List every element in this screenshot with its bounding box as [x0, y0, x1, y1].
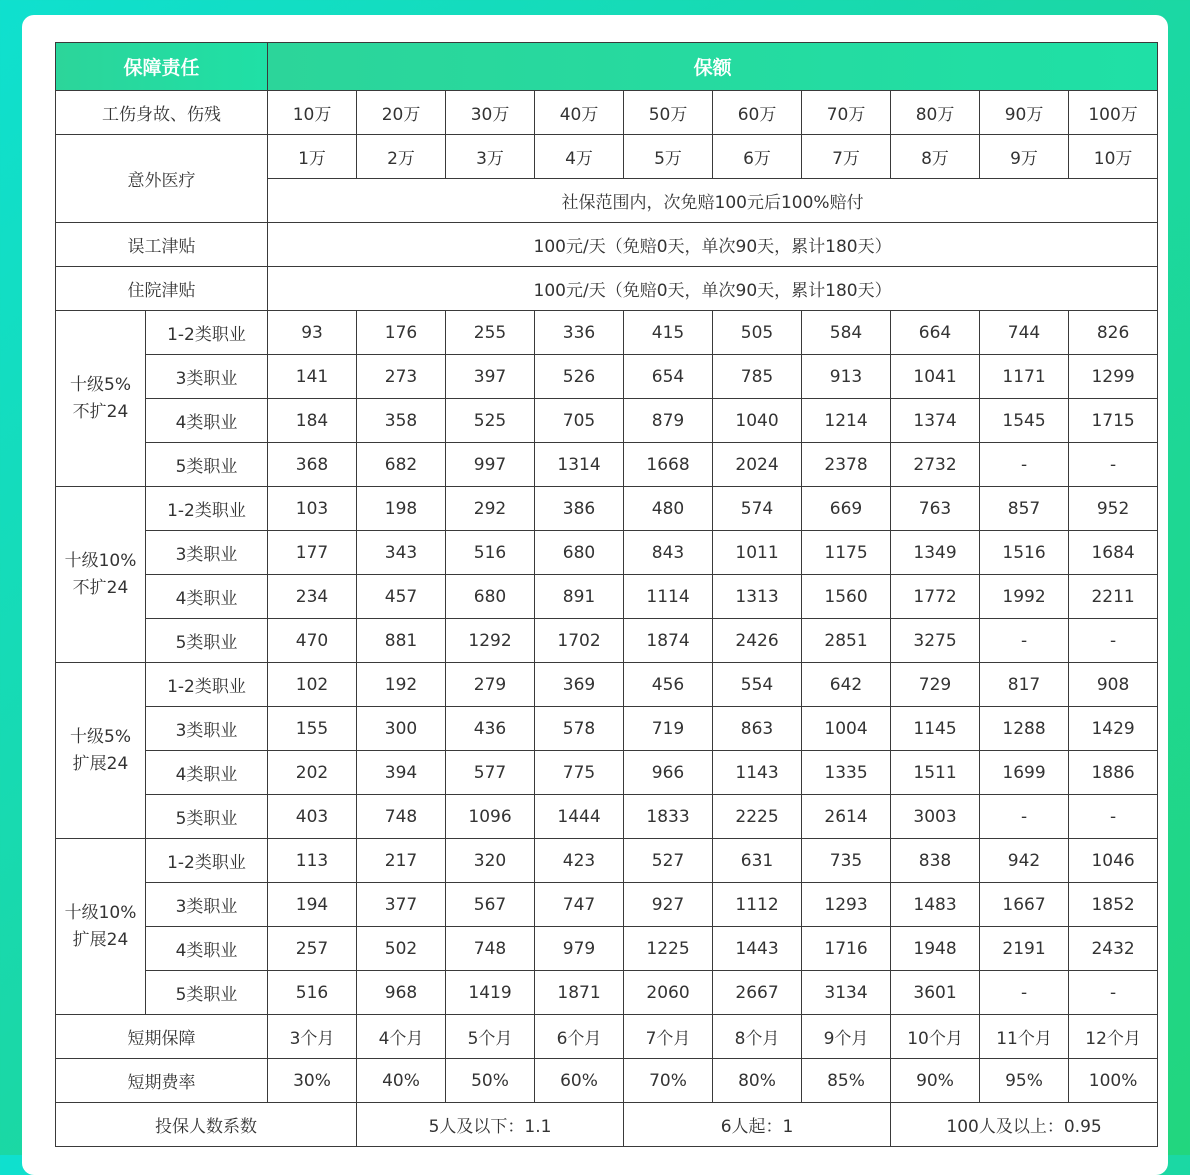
period-cell: 5个月 [446, 1015, 535, 1059]
amount-cell: 3万 [446, 135, 535, 179]
table-row [56, 1103, 1158, 1147]
premium-cell: 654 [624, 355, 713, 399]
premium-cell: 1511 [891, 751, 980, 795]
row-label: 短期保障 [56, 1015, 268, 1059]
headcount-tier: 100人及以上：0.95 [891, 1103, 1158, 1147]
premium-cell: 705 [535, 399, 624, 443]
table-row [56, 311, 1158, 355]
table-row [56, 795, 1158, 839]
table-row [56, 619, 1158, 663]
premium-cell: - [1069, 443, 1158, 487]
premium-cell: 826 [1069, 311, 1158, 355]
period-cell: 4个月 [357, 1015, 446, 1059]
premium-cell: 1011 [713, 531, 802, 575]
premium-cell: 292 [446, 487, 535, 531]
premium-cell: 198 [357, 487, 446, 531]
plan-group-line1: 十级5% [70, 726, 131, 747]
premium-cell: 386 [535, 487, 624, 531]
premium-cell: 578 [535, 707, 624, 751]
amount-cell: 40万 [535, 91, 624, 135]
plan-group-label [56, 663, 146, 839]
rate-cell: 60% [535, 1059, 624, 1103]
premium-cell: 234 [268, 575, 357, 619]
table-row [56, 839, 1158, 883]
premium-cell: 397 [446, 355, 535, 399]
premium-cell: 1772 [891, 575, 980, 619]
premium-cell: 680 [535, 531, 624, 575]
plan-group-line1: 十级10% [64, 550, 137, 571]
premium-cell: 320 [446, 839, 535, 883]
table-row [56, 663, 1158, 707]
hospital-note: 100元/天（免赔0天，单次90天，累计180天） [268, 267, 1158, 311]
premium-cell: 368 [268, 443, 357, 487]
premium-cell: 843 [624, 531, 713, 575]
premium-cell: 1852 [1069, 883, 1158, 927]
rate-cell: 30% [268, 1059, 357, 1103]
premium-cell: 1833 [624, 795, 713, 839]
premium-cell: 1716 [802, 927, 891, 971]
table-row [56, 267, 1158, 311]
table-row [56, 91, 1158, 135]
row-label: 误工津贴 [56, 223, 268, 267]
table-row [56, 223, 1158, 267]
amount-cell: 4万 [535, 135, 624, 179]
premium-cell: 913 [802, 355, 891, 399]
premium-cell: 336 [535, 311, 624, 355]
premium-cell: 682 [357, 443, 446, 487]
table-row [56, 1059, 1158, 1103]
premium-cell: 927 [624, 883, 713, 927]
rate-cell: 95% [980, 1059, 1069, 1103]
premium-cell: 574 [713, 487, 802, 531]
occupation-class: 5类职业 [146, 795, 268, 839]
premium-cell: 273 [357, 355, 446, 399]
premium-cell: 470 [268, 619, 357, 663]
premium-cell: 1374 [891, 399, 980, 443]
premium-cell: 735 [802, 839, 891, 883]
premium-cell: 93 [268, 311, 357, 355]
occupation-class: 1-2类职业 [146, 663, 268, 707]
premium-cell: 1114 [624, 575, 713, 619]
premium-cell: 2024 [713, 443, 802, 487]
premium-cell: 255 [446, 311, 535, 355]
premium-cell: 997 [446, 443, 535, 487]
occupation-class: 3类职业 [146, 531, 268, 575]
occupation-class: 4类职业 [146, 751, 268, 795]
premium-cell: 403 [268, 795, 357, 839]
premium-cell: 1699 [980, 751, 1069, 795]
premium-cell: 1112 [713, 883, 802, 927]
premium-cell: 979 [535, 927, 624, 971]
premium-cell: 785 [713, 355, 802, 399]
amount-cell: 50万 [624, 91, 713, 135]
premium-cell: 1684 [1069, 531, 1158, 575]
occupation-class: 5类职业 [146, 971, 268, 1015]
premium-cell: 942 [980, 839, 1069, 883]
row-label: 工伤身故、伤残 [56, 91, 268, 135]
premium-cell: 1313 [713, 575, 802, 619]
premium-cell: 2667 [713, 971, 802, 1015]
occupation-class: 3类职业 [146, 883, 268, 927]
premium-cell: 343 [357, 531, 446, 575]
table-row [56, 399, 1158, 443]
amount-cell: 10万 [268, 91, 357, 135]
rate-cell: 50% [446, 1059, 535, 1103]
table-row [56, 971, 1158, 1015]
premium-cell: 1143 [713, 751, 802, 795]
table-row [56, 443, 1158, 487]
premium-cell: 1292 [446, 619, 535, 663]
premium-cell: 1702 [535, 619, 624, 663]
premium-cell: 3275 [891, 619, 980, 663]
premium-cell: 1419 [446, 971, 535, 1015]
premium-cell: 775 [535, 751, 624, 795]
rate-cell: 70% [624, 1059, 713, 1103]
premium-cell: 1871 [535, 971, 624, 1015]
premium-cell: 2426 [713, 619, 802, 663]
premium-cell: 423 [535, 839, 624, 883]
premium-cell: 1040 [713, 399, 802, 443]
rate-cell: 40% [357, 1059, 446, 1103]
premium-cell: 2851 [802, 619, 891, 663]
rate-cell: 85% [802, 1059, 891, 1103]
premium-cell: 1444 [535, 795, 624, 839]
premium-cell: 155 [268, 707, 357, 751]
premium-cell: 1429 [1069, 707, 1158, 751]
premium-cell: 502 [357, 927, 446, 971]
premium-cell: 763 [891, 487, 980, 531]
premium-cell: 680 [446, 575, 535, 619]
premium-cell: 184 [268, 399, 357, 443]
premium-cell: 257 [268, 927, 357, 971]
premium-cell: 436 [446, 707, 535, 751]
period-cell: 10个月 [891, 1015, 980, 1059]
occupation-class: 4类职业 [146, 927, 268, 971]
table-row [56, 43, 1158, 91]
premium-cell: 369 [535, 663, 624, 707]
occupation-class: 1-2类职业 [146, 839, 268, 883]
premium-cell: 1948 [891, 927, 980, 971]
premium-cell: 966 [624, 751, 713, 795]
premium-cell: 456 [624, 663, 713, 707]
table-row [56, 751, 1158, 795]
premium-cell: 2211 [1069, 575, 1158, 619]
premium-cell: - [1069, 971, 1158, 1015]
premium-cell: 377 [357, 883, 446, 927]
occupation-class: 5类职业 [146, 443, 268, 487]
plan-group-line2: 扩展24 [72, 929, 129, 950]
premium-cell: - [980, 443, 1069, 487]
row-label: 住院津贴 [56, 267, 268, 311]
premium-cell: 744 [980, 311, 1069, 355]
headcount-tier: 5人及以下：1.1 [357, 1103, 624, 1147]
table-row [56, 1015, 1158, 1059]
premium-cell: 748 [446, 927, 535, 971]
premium-cell: 3134 [802, 971, 891, 1015]
premium-cell: 952 [1069, 487, 1158, 531]
premium-cell: 3003 [891, 795, 980, 839]
premium-cell: 394 [357, 751, 446, 795]
premium-cell: 516 [446, 531, 535, 575]
medical-note: 社保范围内，次免赔100元后100%赔付 [268, 179, 1158, 223]
premium-cell: 577 [446, 751, 535, 795]
premium-cell: 1483 [891, 883, 980, 927]
premium-cell: 1874 [624, 619, 713, 663]
premium-cell: 1004 [802, 707, 891, 751]
amount-cell: 9万 [980, 135, 1069, 179]
table-row [56, 531, 1158, 575]
premium-cell: 1667 [980, 883, 1069, 927]
rate-cell: 100% [1069, 1059, 1158, 1103]
premium-cell: 857 [980, 487, 1069, 531]
plan-group-label [56, 487, 146, 663]
period-cell: 9个月 [802, 1015, 891, 1059]
premium-cell: 863 [713, 707, 802, 751]
occupation-class: 4类职业 [146, 399, 268, 443]
premium-cell: 817 [980, 663, 1069, 707]
premium-cell: 2378 [802, 443, 891, 487]
premium-cell: 719 [624, 707, 713, 751]
period-cell: 3个月 [268, 1015, 357, 1059]
table-row [56, 707, 1158, 751]
premium-cell: 1041 [891, 355, 980, 399]
premium-cell: 113 [268, 839, 357, 883]
premium-cell: 642 [802, 663, 891, 707]
premium-cell: 1214 [802, 399, 891, 443]
amount-cell: 90万 [980, 91, 1069, 135]
premium-cell: 1668 [624, 443, 713, 487]
period-cell: 11个月 [980, 1015, 1069, 1059]
amount-cell: 2万 [357, 135, 446, 179]
premium-cell: 1886 [1069, 751, 1158, 795]
amount-cell: 60万 [713, 91, 802, 135]
premium-cell: 2060 [624, 971, 713, 1015]
premium-cell: 3601 [891, 971, 980, 1015]
premium-cell: 525 [446, 399, 535, 443]
table-row [56, 355, 1158, 399]
amount-cell: 1万 [268, 135, 357, 179]
premium-cell: 192 [357, 663, 446, 707]
headcount-tier: 6人起：1 [624, 1103, 891, 1147]
amount-cell: 8万 [891, 135, 980, 179]
premium-cell: 526 [535, 355, 624, 399]
premium-cell: 2732 [891, 443, 980, 487]
occupation-class: 3类职业 [146, 707, 268, 751]
plan-group-line2: 不扩24 [72, 577, 129, 598]
occupation-class: 1-2类职业 [146, 311, 268, 355]
premium-cell: 300 [357, 707, 446, 751]
amount-cell: 70万 [802, 91, 891, 135]
premium-cell: 554 [713, 663, 802, 707]
row-label: 短期费率 [56, 1059, 268, 1103]
premium-cell: 194 [268, 883, 357, 927]
premium-cell: 415 [624, 311, 713, 355]
premium-cell: 2191 [980, 927, 1069, 971]
premium-cell: 1349 [891, 531, 980, 575]
premium-cell: 1335 [802, 751, 891, 795]
period-cell: 7个月 [624, 1015, 713, 1059]
premium-cell: 631 [713, 839, 802, 883]
occupation-class: 5类职业 [146, 619, 268, 663]
plan-group-line2: 不扩24 [72, 401, 129, 422]
period-cell: 8个月 [713, 1015, 802, 1059]
premium-cell: 1288 [980, 707, 1069, 751]
row-label: 投保人数系数 [56, 1103, 357, 1147]
premium-cell: 176 [357, 311, 446, 355]
premium-cell: 567 [446, 883, 535, 927]
premium-cell: - [980, 971, 1069, 1015]
premium-cell: 1046 [1069, 839, 1158, 883]
premium-cell: 1443 [713, 927, 802, 971]
plan-group-label [56, 839, 146, 1015]
premium-cell: 1096 [446, 795, 535, 839]
premium-cell: 141 [268, 355, 357, 399]
premium-cell: 103 [268, 487, 357, 531]
premium-cell: 1175 [802, 531, 891, 575]
amount-cell: 7万 [802, 135, 891, 179]
premium-cell: 748 [357, 795, 446, 839]
premium-cell: 1992 [980, 575, 1069, 619]
table-row [56, 135, 1158, 179]
premium-cell: 480 [624, 487, 713, 531]
premium-cell: 177 [268, 531, 357, 575]
plan-group-label [56, 311, 146, 487]
premium-cell: 1225 [624, 927, 713, 971]
premium-cell: 457 [357, 575, 446, 619]
table-row [56, 575, 1158, 619]
occupation-class: 4类职业 [146, 575, 268, 619]
premium-cell: 1516 [980, 531, 1069, 575]
premium-cell: 2225 [713, 795, 802, 839]
table-row [56, 927, 1158, 971]
premium-cell: 908 [1069, 663, 1158, 707]
premium-cell: 879 [624, 399, 713, 443]
premium-cell: 527 [624, 839, 713, 883]
premium-cell: 1314 [535, 443, 624, 487]
premium-cell: 516 [268, 971, 357, 1015]
premium-cell: 584 [802, 311, 891, 355]
premium-cell: 505 [713, 311, 802, 355]
amount-cell: 20万 [357, 91, 446, 135]
premium-cell: 747 [535, 883, 624, 927]
premium-cell: 729 [891, 663, 980, 707]
plan-group-line1: 十级10% [64, 902, 137, 923]
period-cell: 6个月 [535, 1015, 624, 1059]
premium-cell: - [1069, 619, 1158, 663]
premium-cell: 279 [446, 663, 535, 707]
table-row [56, 883, 1158, 927]
premium-cell: 202 [268, 751, 357, 795]
amount-cell: 6万 [713, 135, 802, 179]
rate-cell: 80% [713, 1059, 802, 1103]
premium-cell: 2432 [1069, 927, 1158, 971]
plan-group-line2: 扩展24 [72, 753, 129, 774]
lost-work-note: 100元/天（免赔0天，单次90天，累计180天） [268, 223, 1158, 267]
amount-cell: 80万 [891, 91, 980, 135]
premium-cell: 1293 [802, 883, 891, 927]
period-cell: 12个月 [1069, 1015, 1158, 1059]
premium-cell: 669 [802, 487, 891, 531]
premium-cell: 968 [357, 971, 446, 1015]
premium-cell: 2614 [802, 795, 891, 839]
amount-cell: 100万 [1069, 91, 1158, 135]
premium-cell: 1145 [891, 707, 980, 751]
amount-cell: 30万 [446, 91, 535, 135]
premium-cell: 1560 [802, 575, 891, 619]
rate-cell: 90% [891, 1059, 980, 1103]
premium-cell: 1545 [980, 399, 1069, 443]
premium-cell: - [1069, 795, 1158, 839]
occupation-class: 3类职业 [146, 355, 268, 399]
premium-cell: 838 [891, 839, 980, 883]
plan-group-line1: 十级5% [70, 374, 131, 395]
premium-cell: 664 [891, 311, 980, 355]
premium-cell: - [980, 795, 1069, 839]
amount-cell: 5万 [624, 135, 713, 179]
header-coverage-item: 保障责任 [56, 43, 268, 91]
premium-cell: 1171 [980, 355, 1069, 399]
premium-cell: 1299 [1069, 355, 1158, 399]
table-row [56, 487, 1158, 531]
premium-cell: - [980, 619, 1069, 663]
occupation-class: 1-2类职业 [146, 487, 268, 531]
header-sum-insured: 保额 [268, 43, 1158, 91]
premium-cell: 358 [357, 399, 446, 443]
premium-cell: 102 [268, 663, 357, 707]
premium-cell: 1715 [1069, 399, 1158, 443]
premium-cell: 881 [357, 619, 446, 663]
premium-cell: 891 [535, 575, 624, 619]
premium-cell: 217 [357, 839, 446, 883]
amount-cell: 10万 [1069, 135, 1158, 179]
coverage-rate-table [55, 42, 1158, 1147]
row-label: 意外医疗 [56, 135, 268, 223]
